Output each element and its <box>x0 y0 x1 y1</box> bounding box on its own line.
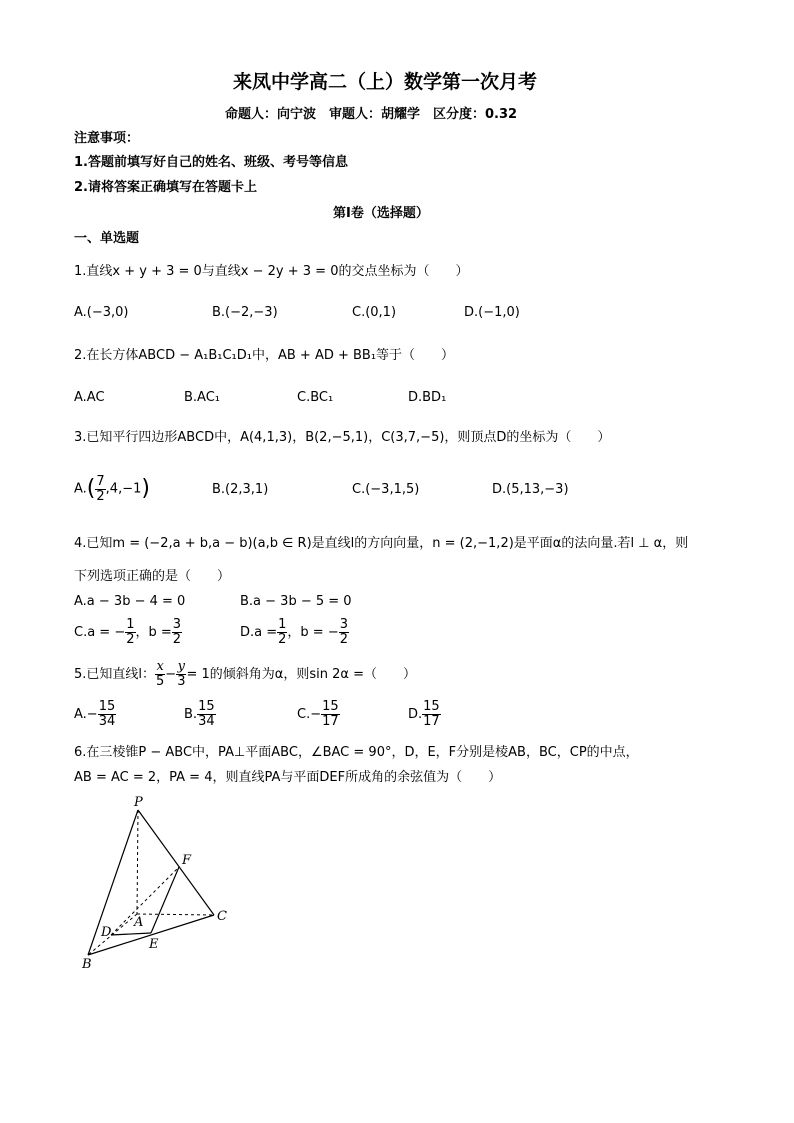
q5-d-label: D. <box>408 707 423 722</box>
label-f: F <box>182 853 192 868</box>
q5-option-d <box>408 700 441 730</box>
q4-c-label: C.a = − <box>74 625 126 640</box>
q5-a-denominator: 34 <box>98 714 116 729</box>
label-e: E <box>149 937 159 952</box>
q1-option-b: B.(−2,−3) <box>212 305 278 320</box>
q5-d-numerator: 15 <box>423 699 440 714</box>
q5-option-b <box>184 700 216 730</box>
edge-pc <box>138 810 214 915</box>
q3-option-d: D.(5,13,−3) <box>492 482 569 497</box>
q1-option-c: C.(0,1) <box>352 305 397 320</box>
q2-option-c: C.BC₁ <box>297 390 334 405</box>
q4-option-a: A.a − 3b − 4 = 0 <box>74 594 186 609</box>
label-p: P <box>134 795 143 810</box>
q3-option-a: A.( $\frac{7}{2}$ ,4,−1) <box>74 473 150 504</box>
notes-item-2: 2.请将答案正确填写在答题卡上 <box>74 180 257 195</box>
section-heading: 一、单选题 <box>74 231 140 246</box>
q5-b-denominator: 34 <box>198 714 215 729</box>
author-line: 命题人：向宁波 审题人：胡耀学 区分度：0.32 <box>225 107 518 122</box>
edge-ac-hidden <box>137 914 214 915</box>
q4-d-a-numerator: 1 <box>278 617 287 632</box>
q5-c-label: C.− <box>297 707 322 722</box>
label-b: B <box>82 957 92 972</box>
question-6-stem-line-2: AB = AC = 2，PA = 4，则直线PA与平面DEF所成角的余弦值为（ ） <box>74 770 502 785</box>
q3-a-denominator: 2 <box>96 488 105 504</box>
q5-c-denominator: 17 <box>322 714 339 729</box>
q5-b-numerator: 15 <box>198 699 215 714</box>
q4-c-b-denominator: 2 <box>172 632 182 647</box>
q4-c-a-denominator: 2 <box>126 632 135 647</box>
q2-option-d: D.BD₁ <box>408 390 447 405</box>
segment-fe <box>151 867 179 933</box>
q5-three: 3 <box>177 674 186 689</box>
q1-option-d: D.(−1,0) <box>464 305 520 320</box>
notes-item-1: 1.答题前填写好自己的姓名、班级、考号等信息 <box>74 155 348 170</box>
notes-heading: 注意事项： <box>74 131 140 146</box>
q4-d-separator: ，b = − <box>287 625 339 640</box>
q4-option-d <box>240 618 349 648</box>
q5-c-numerator: 15 <box>322 699 339 714</box>
q5-y: y <box>177 659 186 674</box>
q5-option-a <box>74 700 116 730</box>
q3-a-numerator: 7 <box>96 473 105 489</box>
edge-pa-hidden <box>137 810 138 914</box>
q4-c-a-numerator: 1 <box>126 617 135 632</box>
question-4-stem-line-1: 4.已知m = (−2,a + b,a − b)(a,b ∈ R)是直线l的方向向量，n = (2,−1,2)是平面α的法向量.若l ⊥ α，则 <box>74 536 689 551</box>
q4-c-b-numerator: 3 <box>172 617 182 632</box>
label-a: A <box>134 915 144 930</box>
q4-d-a-denominator: 2 <box>278 632 287 647</box>
segment-de <box>111 933 151 935</box>
q2-option-a: A.AC <box>74 390 105 405</box>
segment-df-hidden <box>111 867 179 935</box>
question-2-stem: 2.在长方体ABCD − A₁B₁C₁D₁中，AB + AD + BB₁等于（ ） <box>74 348 455 363</box>
q5-suffix: = 1的倾斜角为α，则sin 2α =（ ） <box>186 667 416 682</box>
q4-option-c <box>74 618 182 648</box>
tetrahedron-figure <box>70 790 250 980</box>
q5-prefix: 5.已知直线l： <box>74 667 156 682</box>
question-6-stem-line-1: 6.在三棱锥P − ABC中，PA⊥平面ABC，∠BAC = 90°，D，E，F分别是棱AB，BC，CP的中点， <box>74 745 639 760</box>
q3-option-c: C.(−3,1,5) <box>352 482 420 497</box>
q4-c-separator: ，b = <box>135 625 172 640</box>
q2-option-b: B.AC₁ <box>184 390 221 405</box>
q5-option-c <box>297 700 340 730</box>
q3-a-rest: ,4,−1 <box>105 481 142 497</box>
q5-b-label: B. <box>184 707 198 722</box>
q4-d-label: D.a = <box>240 625 278 640</box>
q5-x: x <box>156 659 164 674</box>
question-3-stem: 3.已知平行四边形ABCD中，A(4,1,3)，B(2,−5,1)，C(3,7,−5)，则顶点D的坐标为（ ） <box>74 430 611 445</box>
q4-d-b-denominator: 2 <box>339 632 349 647</box>
q5-a-label: A.− <box>74 707 98 722</box>
question-5-stem: 5.已知直线l： $\frac{x}{5}$ − $\frac{y}{3}$ = 1的倾斜角为α，则sin 2α =（ ） <box>74 659 416 689</box>
q1-option-a: A.(−3,0) <box>74 305 129 320</box>
question-1-stem: 1.直线x + y + 3 = 0与直线x − 2y + 3 = 0的交点坐标为（ ） <box>74 264 469 279</box>
q3-option-b: B.(2,3,1) <box>212 482 269 497</box>
q5-five: 5 <box>156 674 165 689</box>
q4-d-b-numerator: 3 <box>339 617 349 632</box>
label-d: D <box>101 925 112 940</box>
q5-d-denominator: 17 <box>423 714 440 729</box>
q4-option-b: B.a − 3b − 5 = 0 <box>240 594 352 609</box>
volume-heading: 第Ⅰ卷（选择题） <box>333 206 429 221</box>
q5-a-numerator: 15 <box>98 699 116 714</box>
label-c: C <box>217 909 227 924</box>
page-title: 来凤中学高二（上）数学第一次月考 <box>233 71 538 93</box>
q3-a-label: A. <box>74 481 87 497</box>
question-4-stem-line-2: 下列选项正确的是（ ） <box>74 569 231 584</box>
